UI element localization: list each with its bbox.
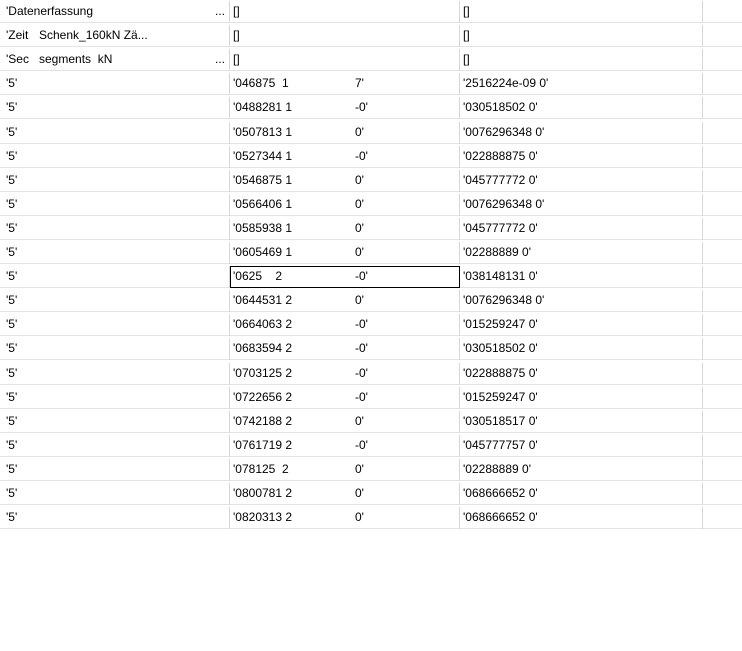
table-cell[interactable]: [230, 290, 460, 312]
table-cell[interactable]: [460, 25, 703, 47]
cell-text: '0585938 1: [233, 220, 293, 235]
table-cell[interactable]: [230, 25, 460, 47]
cell-text: 'Sec: [6, 52, 29, 67]
cell-text: 0': [355, 196, 364, 211]
table-cell[interactable]: [460, 73, 703, 95]
cell-text: '0800781 2: [233, 486, 293, 500]
table-cell[interactable]: [0, 411, 230, 433]
cell-text: '022888875 0': [463, 365, 538, 380]
cell-text: '0625 2: [233, 269, 282, 284]
table-row: [0, 411, 742, 433]
table-cell[interactable]: [703, 194, 742, 216]
table-cell[interactable]: [230, 97, 460, 119]
table-cell[interactable]: [230, 122, 460, 144]
table-row: [0, 218, 742, 240]
table-row: [0, 266, 742, 288]
table-cell[interactable]: [0, 49, 230, 71]
table-cell[interactable]: [0, 218, 230, 240]
cell-text: '030518502 0': [463, 100, 538, 115]
table-cell[interactable]: [460, 170, 703, 192]
table-cell[interactable]: [460, 49, 703, 71]
cell-text: '068666652 0': [463, 510, 538, 525]
cell-text: '5': [6, 365, 18, 380]
table-cell[interactable]: [703, 146, 742, 168]
cell-text: '0076296348 0': [463, 196, 545, 211]
table-cell[interactable]: [0, 122, 230, 144]
table-cell[interactable]: [703, 1, 742, 23]
selected-cell[interactable]: [230, 266, 460, 288]
table-cell[interactable]: [460, 435, 703, 457]
cell-text: []: [233, 52, 240, 67]
table-cell[interactable]: [230, 1, 460, 23]
cell-text: 7': [355, 76, 364, 91]
cell-text: '015259247 0': [463, 317, 538, 332]
cell-text: '045777757 0': [463, 437, 538, 452]
cell-text: '045777772 0': [463, 220, 538, 235]
cell-text: '02288889 0': [463, 245, 531, 259]
truncation-ellipsis: ...: [215, 52, 226, 67]
cell-text: '5': [6, 196, 18, 211]
table-cell[interactable]: [460, 338, 703, 360]
cell-text: '5': [6, 389, 18, 404]
cell-text: '022888875 0': [463, 148, 538, 163]
table-cell[interactable]: [0, 507, 230, 529]
table-cell[interactable]: [703, 49, 742, 71]
cell-text: '030518502 0': [463, 341, 538, 356]
table-cell[interactable]: [460, 483, 703, 505]
cell-text: 'Datenerfassung: [6, 4, 94, 18]
table-row: [0, 122, 742, 144]
table-row: [0, 170, 742, 192]
table-cell[interactable]: [703, 97, 742, 119]
table-cell[interactable]: [703, 25, 742, 47]
table-cell[interactable]: [703, 363, 742, 385]
table-row: [0, 483, 742, 505]
cell-text: '0742188 2: [233, 413, 293, 428]
table-cell[interactable]: [230, 170, 460, 192]
table-row: [0, 73, 742, 95]
table-cell[interactable]: [460, 290, 703, 312]
cell-text: 0': [355, 220, 364, 235]
cell-text: '0488281 1: [233, 100, 293, 115]
table-cell[interactable]: [230, 218, 460, 240]
cell-text: -0': [355, 100, 368, 115]
cell-text: []: [463, 28, 470, 43]
table-cell[interactable]: [230, 73, 460, 95]
cell-text: '0527344 1: [233, 148, 293, 163]
cell-text: '0644531 2: [233, 293, 293, 308]
table-cell[interactable]: [460, 97, 703, 119]
table-cell[interactable]: [703, 290, 742, 312]
cell-text: '5': [6, 76, 18, 91]
cell-text: []: [463, 52, 470, 67]
cell-text: '046875 1: [233, 76, 289, 91]
cell-text: '0683594 2: [233, 341, 293, 356]
table-cell[interactable]: [703, 387, 742, 409]
cell-text: '5': [6, 293, 18, 308]
cell-text: '5': [6, 148, 18, 163]
table-cell[interactable]: [703, 338, 742, 360]
cell-text: '0820313 2: [233, 510, 293, 525]
table-row: [0, 146, 742, 168]
table-cell[interactable]: [460, 363, 703, 385]
table-row: [0, 25, 742, 47]
table-cell[interactable]: [0, 1, 230, 23]
table-row: [0, 363, 742, 385]
cell-text: 0': [355, 413, 364, 428]
table-cell[interactable]: [230, 507, 460, 529]
cell-text: segments kN: [39, 52, 113, 67]
table-cell[interactable]: [703, 314, 742, 336]
table-cell[interactable]: [230, 411, 460, 433]
cell-text: 0': [355, 124, 364, 139]
cell-text: '5': [6, 269, 18, 284]
cell-text: '5': [6, 486, 18, 500]
table-cell[interactable]: [0, 170, 230, 192]
table-row: [0, 194, 742, 216]
table-cell[interactable]: [230, 338, 460, 360]
cell-text: '045777772 0': [463, 172, 538, 187]
table-cell[interactable]: [460, 459, 703, 481]
cell-text: '0703125 2: [233, 365, 293, 380]
table-row: [0, 459, 742, 481]
table-cell[interactable]: [0, 25, 230, 47]
cell-text: '015259247 0': [463, 389, 538, 404]
cell-text: -0': [355, 365, 368, 380]
table-row: [0, 507, 742, 529]
table-cell[interactable]: [230, 483, 460, 505]
table-row: [0, 338, 742, 360]
cell-text: 0': [355, 461, 364, 476]
cell-text: '0722656 2: [233, 389, 293, 404]
cell-text: 0': [355, 486, 364, 500]
table-row: [0, 314, 742, 336]
cell-text: Schenk_160kN Zä...: [39, 28, 148, 43]
table-cell[interactable]: [460, 194, 703, 216]
cell-text: '0664063 2: [233, 317, 293, 332]
table-cell[interactable]: [703, 73, 742, 95]
cell-text: 0': [355, 172, 364, 187]
cell-text: '5': [6, 437, 18, 452]
table-cell[interactable]: [0, 73, 230, 95]
table-cell[interactable]: [703, 242, 742, 264]
cell-text: []: [233, 4, 240, 18]
table-cell[interactable]: [703, 411, 742, 433]
table-cell[interactable]: [230, 194, 460, 216]
table-cell[interactable]: [460, 507, 703, 529]
table-cell[interactable]: [460, 242, 703, 264]
cell-text: '5': [6, 100, 18, 115]
table-cell[interactable]: [0, 387, 230, 409]
table-cell[interactable]: [703, 170, 742, 192]
cell-text: '038148131 0': [463, 269, 538, 284]
table-cell[interactable]: [0, 435, 230, 457]
table-cell[interactable]: [703, 459, 742, 481]
table-cell[interactable]: [230, 49, 460, 71]
table-cell[interactable]: [0, 97, 230, 119]
table-cell[interactable]: [460, 218, 703, 240]
cell-text: -0': [355, 437, 368, 452]
table-cell[interactable]: [460, 122, 703, 144]
cell-text: []: [463, 4, 470, 18]
table-cell[interactable]: [703, 218, 742, 240]
table-cell[interactable]: [230, 146, 460, 168]
table-cell[interactable]: [0, 266, 230, 288]
table-cell[interactable]: [460, 266, 703, 288]
cell-text: '0761719 2: [233, 437, 293, 452]
cell-text: '030518517 0': [463, 413, 538, 428]
cell-text: 'Zeit: [6, 28, 29, 43]
cell-text: 0': [355, 510, 364, 525]
cell-text: '5': [6, 124, 18, 139]
cell-text: '2516224e-09 0': [463, 76, 549, 91]
table-cell[interactable]: [703, 266, 742, 288]
cell-text: '5': [6, 220, 18, 235]
table-cell[interactable]: [460, 411, 703, 433]
cell-text: '5': [6, 510, 18, 525]
table-cell[interactable]: [0, 290, 230, 312]
cell-text: '5': [6, 172, 18, 187]
cell-text: 0': [355, 245, 364, 259]
truncation-ellipsis: ...: [215, 4, 226, 18]
table-cell[interactable]: [230, 459, 460, 481]
table-cell[interactable]: [0, 314, 230, 336]
cell-text: '5': [6, 461, 18, 476]
table-row: [0, 1, 742, 23]
cell-text: 0': [355, 293, 364, 308]
table-cell[interactable]: [460, 146, 703, 168]
table-row: [0, 97, 742, 119]
table-cell[interactable]: [0, 338, 230, 360]
table-cell[interactable]: [460, 1, 703, 23]
table-cell[interactable]: [703, 483, 742, 505]
table-cell[interactable]: [0, 483, 230, 505]
table-row: [0, 242, 742, 264]
cell-text: '078125 2: [233, 461, 289, 476]
cell-text: '0507813 1: [233, 124, 293, 139]
table-cell[interactable]: [460, 314, 703, 336]
table-row: [0, 290, 742, 312]
cell-text: -0': [355, 148, 368, 163]
cell-text: '0605469 1: [233, 245, 293, 259]
table-cell[interactable]: [0, 146, 230, 168]
table-row: [0, 387, 742, 409]
table-row: [0, 435, 742, 457]
table-cell[interactable]: [230, 314, 460, 336]
table-cell[interactable]: [460, 387, 703, 409]
cell-text: -0': [355, 389, 368, 404]
table-cell[interactable]: [0, 194, 230, 216]
table-cell[interactable]: [0, 242, 230, 264]
table-row: [0, 49, 742, 71]
table-cell[interactable]: [703, 435, 742, 457]
table-cell[interactable]: [230, 435, 460, 457]
cell-text: '5': [6, 317, 18, 332]
table-cell[interactable]: [703, 122, 742, 144]
cell-text: '0546875 1: [233, 172, 293, 187]
cell-text: '5': [6, 413, 18, 428]
cell-text: []: [233, 28, 240, 43]
table-cell[interactable]: [230, 242, 460, 264]
cell-text: '0076296348 0': [463, 293, 545, 308]
cell-text: '5': [6, 341, 18, 356]
cell-text: '5': [6, 245, 18, 259]
cell-text: '068666652 0': [463, 486, 538, 500]
table-cell[interactable]: [0, 459, 230, 481]
table-cell[interactable]: [703, 507, 742, 529]
table-cell[interactable]: [0, 363, 230, 385]
cell-text: '0076296348 0': [463, 124, 545, 139]
cell-text: '0566406 1: [233, 196, 293, 211]
cell-text: -0': [355, 317, 368, 332]
table-cell[interactable]: [230, 363, 460, 385]
cell-text: '02288889 0': [463, 461, 531, 476]
table-cell[interactable]: [230, 387, 460, 409]
cell-text: -0': [355, 269, 368, 284]
cell-text: -0': [355, 341, 368, 356]
